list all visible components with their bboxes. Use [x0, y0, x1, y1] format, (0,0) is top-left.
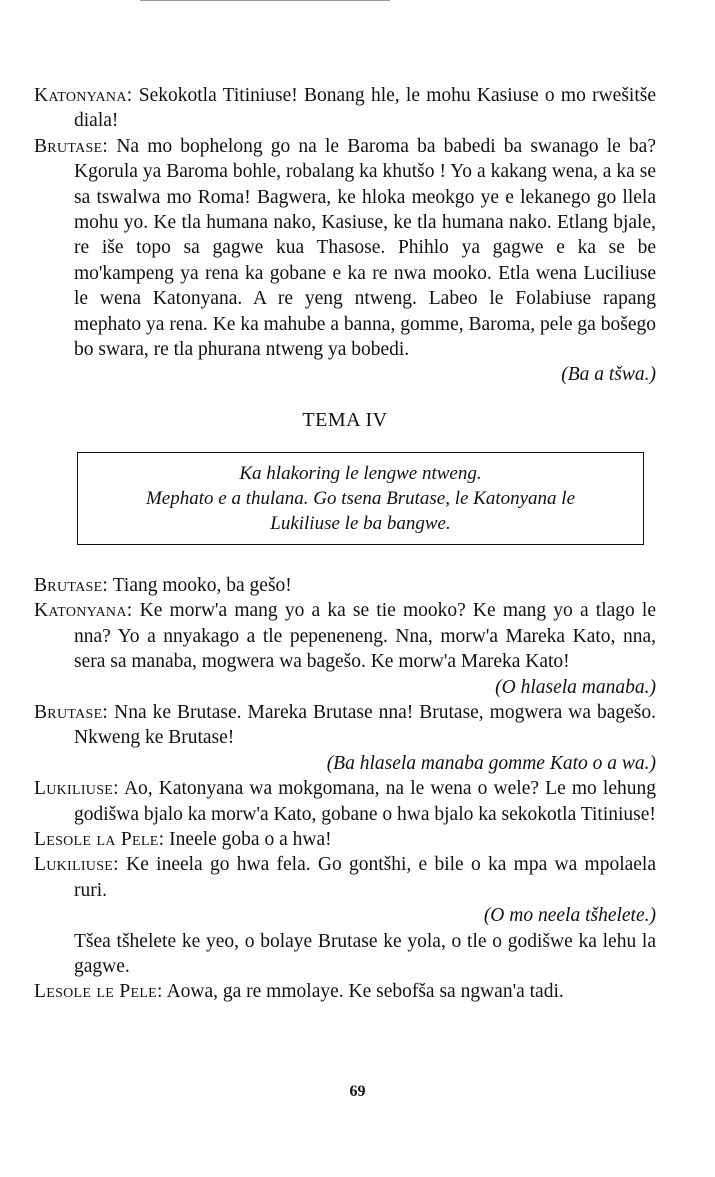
speech-text: Sekokotla Titiniuse! Bonang hle, le mohu Kasiuse o mo rwešitše diala! — [74, 85, 656, 132]
stage-direction: (O hlasela manaba.) — [495, 676, 656, 698]
top-rule — [140, 0, 390, 1]
scene-line: Ka hlakoring le lengwe ntweng. — [239, 462, 482, 484]
speech — [34, 827, 656, 852]
stage-direction: (Ba a tšwa.) — [561, 364, 656, 386]
speech — [34, 700, 656, 751]
speech-text: Ineele goba o a hwa! — [169, 828, 332, 850]
speech-text: Aowa, ga re mmolaye. Ke sebofša sa ngwan'a tadi. — [166, 981, 564, 1003]
speaker-name: Brutase: — [34, 135, 109, 157]
stage-direction: (O mo neela tšhelete.) — [483, 905, 656, 927]
speaker-name: Katonyana: — [34, 85, 133, 106]
page-number: 69 — [349, 1083, 366, 1100]
speech — [34, 979, 656, 1004]
speech-text: Ke morw'a mang yo a ka se tie mooko? Ke mang yo a tlago le nna? Yo a nnyakago a tle pepeneneng. Nna, morw'a Mareka Kato, nna, sera sa manaba, mogwera wa bagešo. Ke morw'a Mareka Kato! — [74, 600, 657, 673]
speech-text: Ao, Katonyana wa mokgomana, na le wena o wele? Le mo lehung godišwa bjalo ka morw'a Kato, gobane o hwa bjalo ka sekokotla Titiniuse! — [74, 778, 656, 825]
speaker-name: Lukiliuse: — [34, 778, 119, 800]
speaker-name: Brutase: — [34, 701, 109, 723]
speech — [34, 776, 656, 827]
section-title: TEMA IV — [302, 408, 388, 431]
speech-continuation: Tšea tšhelete ke yeo, o bolaye Brutase ke yola, o tle o godišwe ka lehu la gagwe. — [74, 930, 656, 977]
speaker-name: Katonyana: — [34, 600, 133, 622]
speaker-name: Brutase: — [34, 574, 109, 596]
speech-text: Ke ineela go hwa fela. Go gontšhi, e bile o ka mpa wa mpolaela ruri. — [74, 854, 656, 901]
scene-description-box — [77, 452, 644, 545]
speech — [34, 598, 656, 674]
speech — [34, 134, 656, 363]
page-body — [34, 83, 656, 1005]
speech — [34, 573, 656, 598]
speech-text: Na mo bophelong go na le Baroma ba babedi ba swanago le ba? Kgorula ya Baroma bohle, robalang ka khutšo ! Yo a kakang wena, a ka se sa tswalwa mo Roma! Bagwera, ke hloka meokgo ye e lekanego go llela mohu yo. Ke tla humana nako, Kasiuse, ke tla humana nako. Etlang bjale, re iše topo sa gagwe kua Thasose. Phihlo ya gagwe e ka se be mo'kampeng ya rena ka gobane e ka re nwa mooko. Etla wena Luciliuse le wena Katonyana. A re yeng ntweng. Labeo le Folabiuse rapang mephato ya rena. Ke ka mahube a banna, gomme, Baroma, pele ga bošego bo swara, re tla phurana ntweng ya bobedi. — [74, 135, 656, 361]
stage-direction: (Ba hlasela manaba gomme Kato o a wa.) — [326, 752, 656, 774]
speech — [34, 83, 656, 134]
speech-text: Nna ke Brutase. Mareka Brutase nna! Brutase, mogwera wa bagešo. Nkweng ke Brutase! — [74, 701, 656, 749]
scene-line: Mephato e a thulana. Go tsena Brutase, le Katonyana le — [145, 487, 576, 509]
speaker-name: Lukiliuse: — [34, 854, 119, 876]
scene-line: Lukiliuse le ba bangwe. — [270, 512, 451, 534]
speech-text: Tiang mooko, ba gešo! — [112, 574, 292, 596]
speech — [34, 852, 656, 903]
speaker-name: Lesole la Pele: — [34, 828, 165, 850]
speaker-name: Lesole le Pele: — [34, 981, 163, 1003]
